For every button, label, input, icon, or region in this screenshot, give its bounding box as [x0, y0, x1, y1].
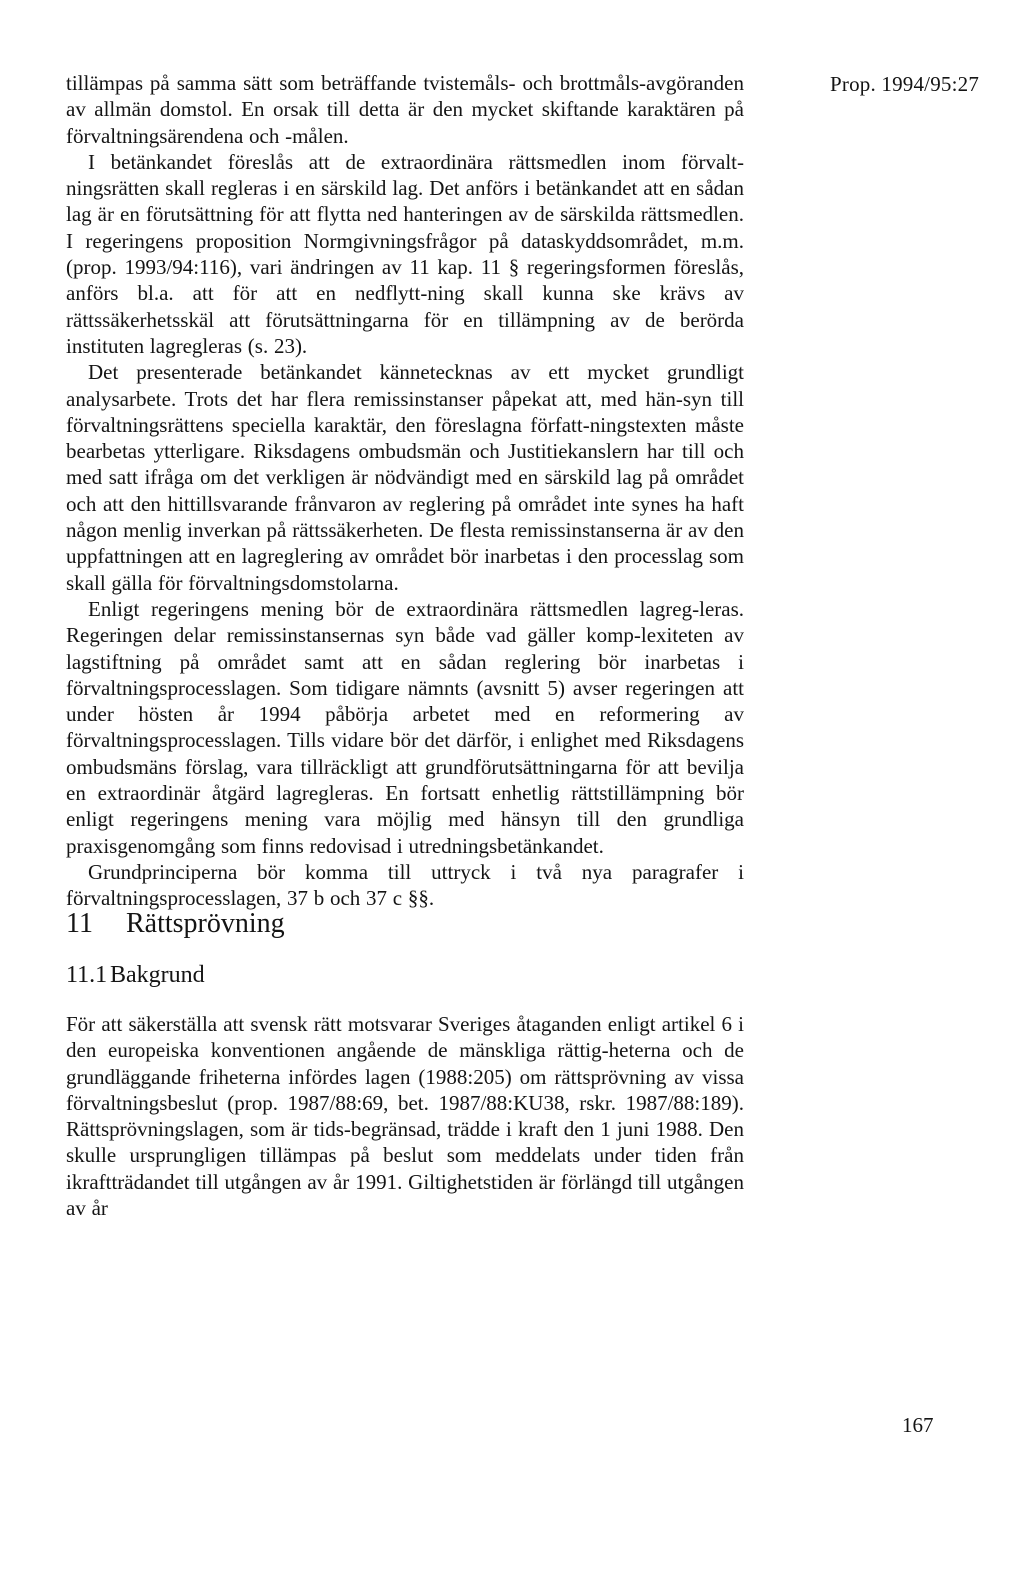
- subsection-heading: [66, 962, 205, 989]
- paragraph-grundprinciperna: Grundprinciperna bör komma till uttryck i två nya paragrafer i förvaltningsprocesslagen, 37 b och 37 c §§.: [66, 859, 744, 911]
- section-number: 11: [66, 908, 93, 939]
- paragraph-betankandet: I betänkandet föreslås att de extraordinära rättsmedlen inom förvalt-ningsrätten skall regleras i en särskild lag. Det anförs i betänkandet att en sådan lag är en förutsättning för att flytta ned hanteringen av de särskilda rättsmedlen. I regeringens proposition Normgivningsfrågor på dataskyddsområdet, m.m. (prop. 1993/94:116), vari ändringen av 11 kap. 11 § regeringsformen föreslås, anförs bl.a. att för att en nedflytt-ning skall kunna ske krävs av rättssäkerhetsskäl att förutsättningarna för en tillämpning av de berörda instituten lagregleras (s. 23).: [66, 149, 744, 358]
- paragraph-regeringens-mening: Enligt regeringens mening bör de extraordinära rättsmedlen lagreg-leras. Regeringen delar remissinstansernas syn både vad gäller komp-lexiteten av lagstiftning på området samt att en sådan reglering bör inarbetas i förvaltningsprocesslagen. Som tidigare nämnts (avsnitt 5) avser regeringen att under hösten år 1994 påbörja arbetet med en reformering av förvaltningsprocesslagen. Tills vidare bör det därför, i enlighet med Riksdagens ombudsmäns förslag, vara tillräckligt att grundförutsättningarna för att bevilja en extraordinär åtgärd lagregleras. En fortsatt enhetlig rättstillämpning bör enligt regeringens mening vara möjlig med hänsyn till den grundliga praxisgenomgång som finns redovisad i utredningsbetänkandet.: [66, 596, 744, 858]
- body-text-column: [66, 70, 744, 912]
- paragraph-analysarbete: Det presenterade betänkandet kännetecknas av ett mycket grundligt analysarbete. Trots det har flera remissinstanser påpekat att, med hän-syn till förvaltningsrättens speciella karaktär, den föreslagna författ-ningstexten måste bearbetas ytterligare. Riksdagens ombudsmän och Justitiekanslern har till och med satt ifråga om det verkligen är nödvändigt med en särskild lag på området och att den hittillsvarande frånvaron av reglering på området inte synes ha haft någon menlig inverkan på rättssäkerheten. De flesta remissinstanserna är av den uppfattningen att en lagreglering av området bör inarbetas i den processlag som skall gälla för förvaltningsdomstolarna.: [66, 360, 744, 595]
- section-title: Rättsprövning: [126, 908, 285, 939]
- section-text-column: [66, 1011, 744, 1221]
- subsection-title: Bakgrund: [110, 962, 205, 988]
- section-heading: [66, 908, 285, 940]
- paragraph-bakgrund: För att säkerställa att svensk rätt motsvarar Sveriges åtaganden enligt artikel 6 i den europeiska konventionen angående de mänskliga rättig-heterna och de grundläggande friheterna infördes lagen (1988:205) om rättsprövning av vissa förvaltningsbeslut (prop. 1987/88:69, bet. 1987/88:KU38, rskr. 1987/88:189). Rättsprövningslagen, som är tids-begränsad, trädde i kraft den 1 juni 1988. Den skulle ursprungligen tillämpas på beslut som meddelats under tiden från ikraftträdandet till utgången av år 1991. Giltighetstiden är förlängd till utgången av år: [66, 1012, 744, 1221]
- page-number: 167: [902, 1413, 934, 1437]
- subsection-number: 11.1: [66, 962, 108, 988]
- paragraph-intro: tillämpas på samma sätt som beträffande tvistemåls- och brottmåls-avgöranden av allmän domstol. En orsak till detta är den mycket skiftande karaktären på förvaltningsärendena och -målen.: [66, 71, 744, 148]
- proposition-reference: Prop. 1994/95:27: [830, 72, 980, 96]
